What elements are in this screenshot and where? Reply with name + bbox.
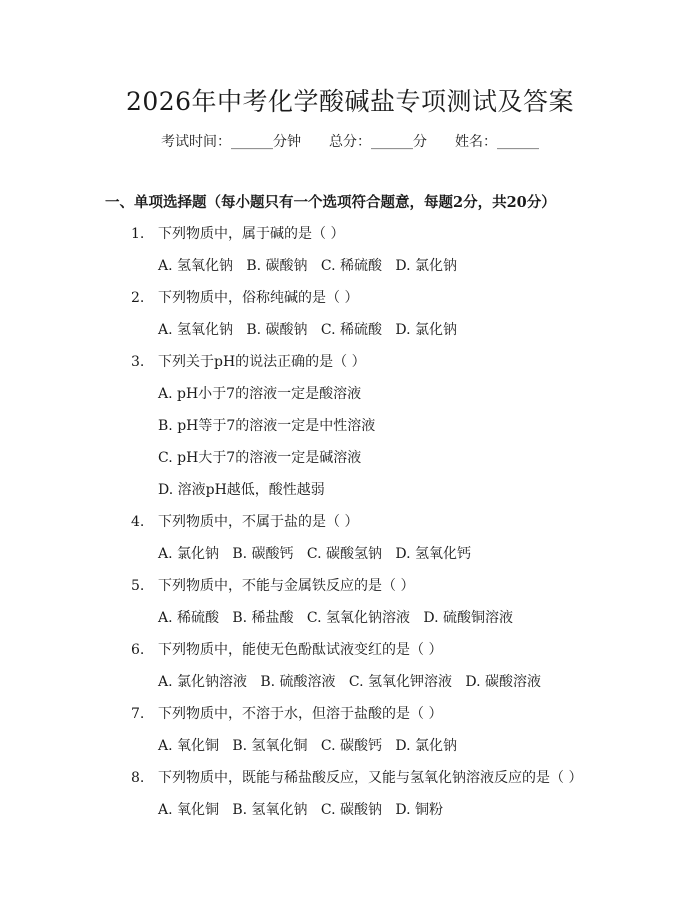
question-8-options: A. 氧化铜 B. 氢氧化钠 C. 碳酸钠 D. 铜粉 [158,802,443,818]
question-text: 下列物质中，属于碱的是（ ） [158,226,345,242]
question-number: 6. [131,642,145,658]
question-text: 下列物质中，不溶于水，但溶于盐酸的是（ ） [158,706,443,722]
question-1-options: A. 氢氧化钠 B. 碳酸钠 C. 稀硫酸 D. 氯化钠 [158,258,457,274]
exam-name: 姓名：______ [455,134,539,150]
question-number: 7. [131,706,145,722]
question-number: 5. [131,578,145,594]
question-number: 1. [131,226,145,242]
exam-meta [0,131,700,151]
question-6 [131,639,442,659]
question-6-options: A. 氯化钠溶液 B. 硫酸溶液 C. 氢氧化钾溶液 D. 碳酸溶液 [158,674,541,690]
question-text: 下列物质中，俗称纯碱的是（ ） [158,290,359,306]
question-2 [131,287,358,307]
question-number: 3. [131,354,145,370]
question-4-options: A. 氯化钠 B. 碳酸钙 C. 碳酸氢钠 D. 氢氧化钙 [158,546,471,562]
question-1 [131,223,344,243]
page-title: 2026年中考化学酸碱盐专项测试及答案 [125,87,575,116]
question-5 [131,575,414,595]
question-text: 下列关于pH的说法正确的是（ ） [158,354,366,370]
question-text: 下列物质中，不属于盐的是（ ） [158,514,359,530]
exam-time: 考试时间：______分钟 [161,134,301,150]
section-title: 一、单项选择题（每小题只有一个选项符合题意，每题2分，共20分） [105,194,556,211]
question-2-options: A. 氢氧化钠 B. 碳酸钠 C. 稀硫酸 D. 氯化钠 [158,322,457,338]
question-3 [131,351,366,371]
question-4 [131,511,358,531]
question-number: 8. [131,770,145,786]
question-3-option-a: A. pH小于7的溶液一定是酸溶液 [158,386,362,402]
question-3-option-b: B. pH等于7的溶液一定是中性溶液 [158,418,376,434]
question-8 [131,767,582,787]
question-text: 下列物质中，能使无色酚酞试液变红的是（ ） [158,642,443,658]
question-number: 4. [131,514,145,530]
question-3-option-c: C. pH大于7的溶液一定是碱溶液 [158,450,362,466]
question-3-option-d: D. 溶液pH越低，酸性越弱 [158,482,325,498]
question-7-options: A. 氧化铜 B. 氢氧化铜 C. 碳酸钙 D. 氯化钠 [158,738,457,754]
question-number: 2. [131,290,145,306]
question-text: 下列物质中，既能与稀盐酸反应，又能与氢氧化钠溶液反应的是（ ） [158,770,583,786]
question-5-options: A. 稀硫酸 B. 稀盐酸 C. 氢氧化钠溶液 D. 硫酸铜溶液 [158,610,513,626]
question-7 [131,703,442,723]
question-text: 下列物质中，不能与金属铁反应的是（ ） [158,578,415,594]
exam-score: 总分：______分 [329,134,427,150]
